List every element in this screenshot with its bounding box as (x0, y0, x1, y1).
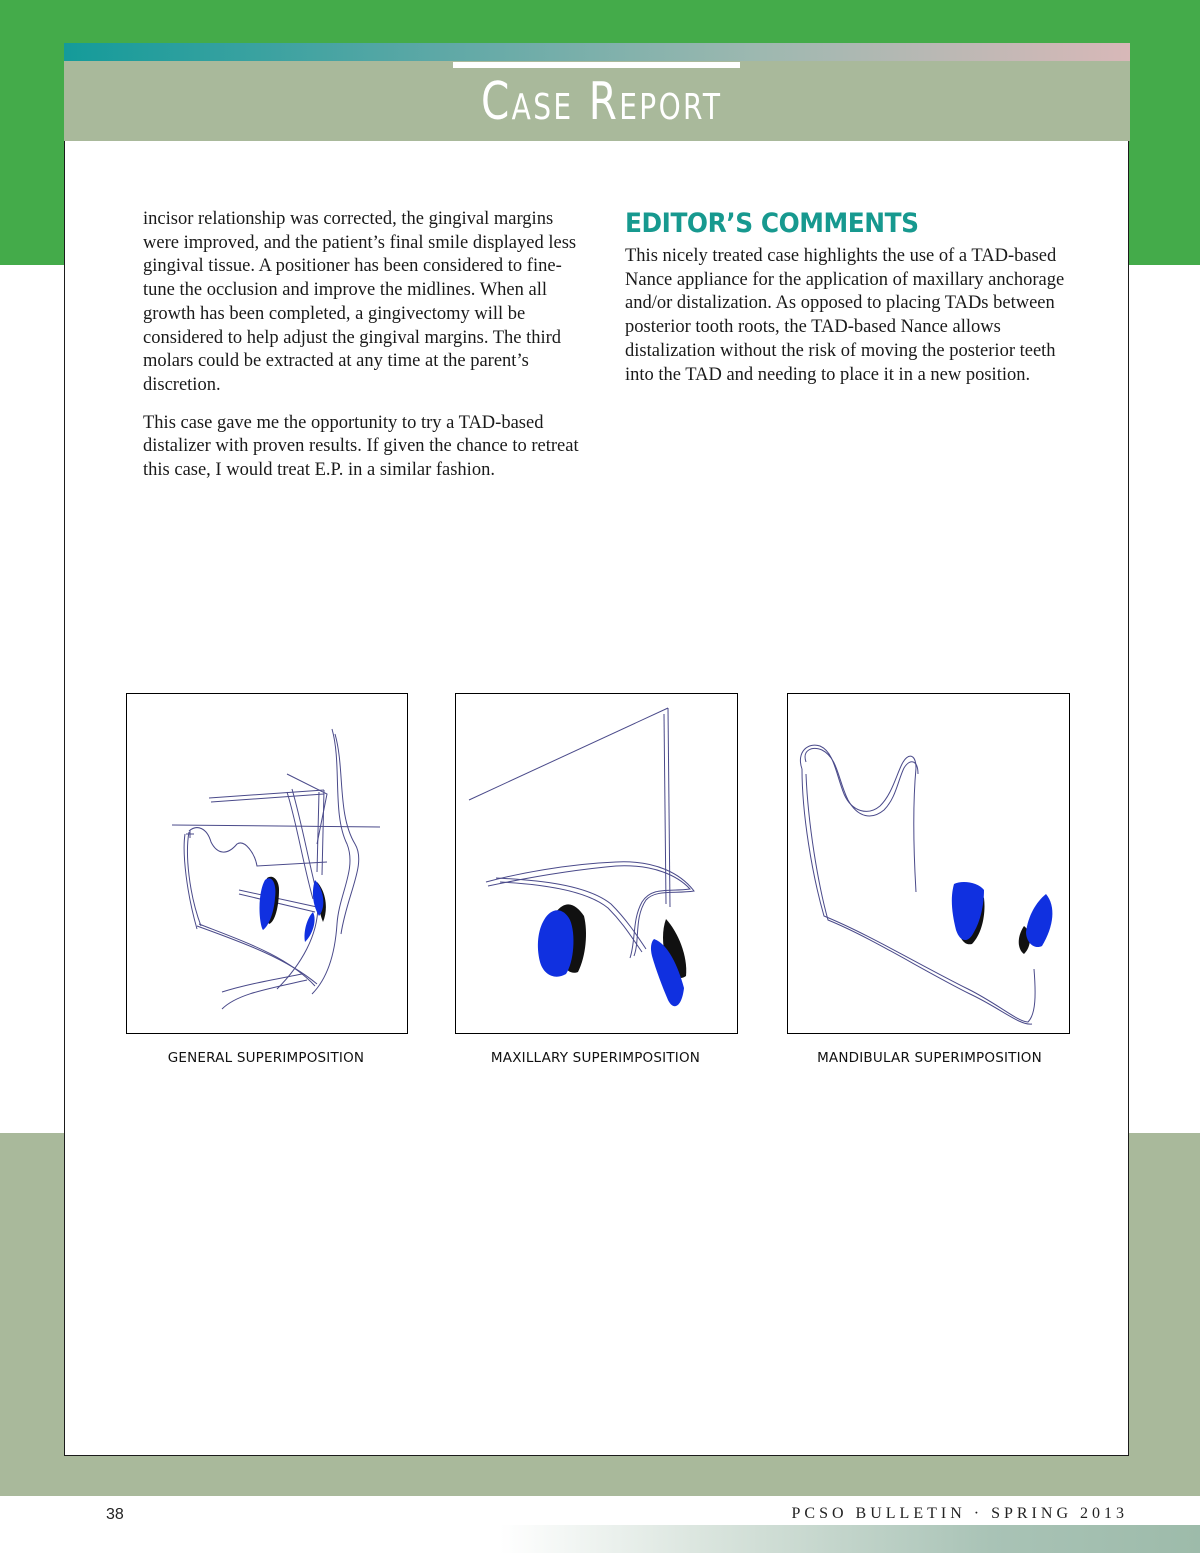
editor-comments (625, 207, 1085, 387)
figure-caption-mandibular: MANDIBULAR SUPERIMPOSITION (817, 1050, 1042, 1066)
footer-gradient (500, 1525, 1200, 1553)
figure-caption-maxillary: MAXILLARY SUPERIMPOSITION (490, 1050, 701, 1066)
incisor-blue-2 (304, 912, 314, 942)
figure-caption-general: GENERAL SUPERIMPOSITION (167, 1050, 365, 1066)
incisor-blue-1 (313, 880, 323, 916)
mandibular-superimposition-tracing (788, 694, 1069, 1033)
left-column (143, 208, 593, 497)
maxillary-superimposition-tracing (456, 694, 737, 1033)
general-superimposition-tracing (127, 694, 407, 1033)
editor-heading: EDITOR’S COMMENTS (625, 208, 919, 239)
molar-blue-2 (538, 910, 574, 976)
page-number: 38 (106, 1506, 124, 1523)
body-paragraph: incisor relationship was corrected, the gingival margins were improved, and the patient’s final smile displayed less gingival tissue. A positioner has been considered to fine-tune the occlusion and improve the midlines. When all growth has been completed, a gingivectomy will be considered to help adjust the gingival margins. The third molars could be extracted at any time at the parent’s discretion. (143, 209, 577, 395)
figure-general-superimposition (126, 693, 408, 1034)
editor-text: This nicely treated case highlights the use of a TAD-based Nance appliance for the application of maxillary anchorage and/or distalization. As opposed to placing TADs between posterior tooth roots, the TAD-based Nance allows distalization without the risk of moving the posterior teeth into the TAD and needing to place it in a new position. (625, 246, 1065, 385)
section-title: Case Report (481, 72, 723, 132)
figure-mandibular-superimposition (787, 693, 1070, 1034)
header-rule (453, 62, 740, 68)
molar-blue-1 (260, 878, 276, 930)
body-paragraph: This case gave me the opportunity to try a TAD-based distalizer with proven results. If given the chance to retreat this case, I would treat E.P. in a similar fashion. (143, 412, 579, 481)
publication-footer: PCSO BULLETIN · SPRING 2013 (791, 1505, 1128, 1522)
figure-maxillary-superimposition (455, 693, 738, 1034)
header-gradient-bar (64, 43, 1130, 61)
incisor-blue-5 (1026, 894, 1052, 947)
